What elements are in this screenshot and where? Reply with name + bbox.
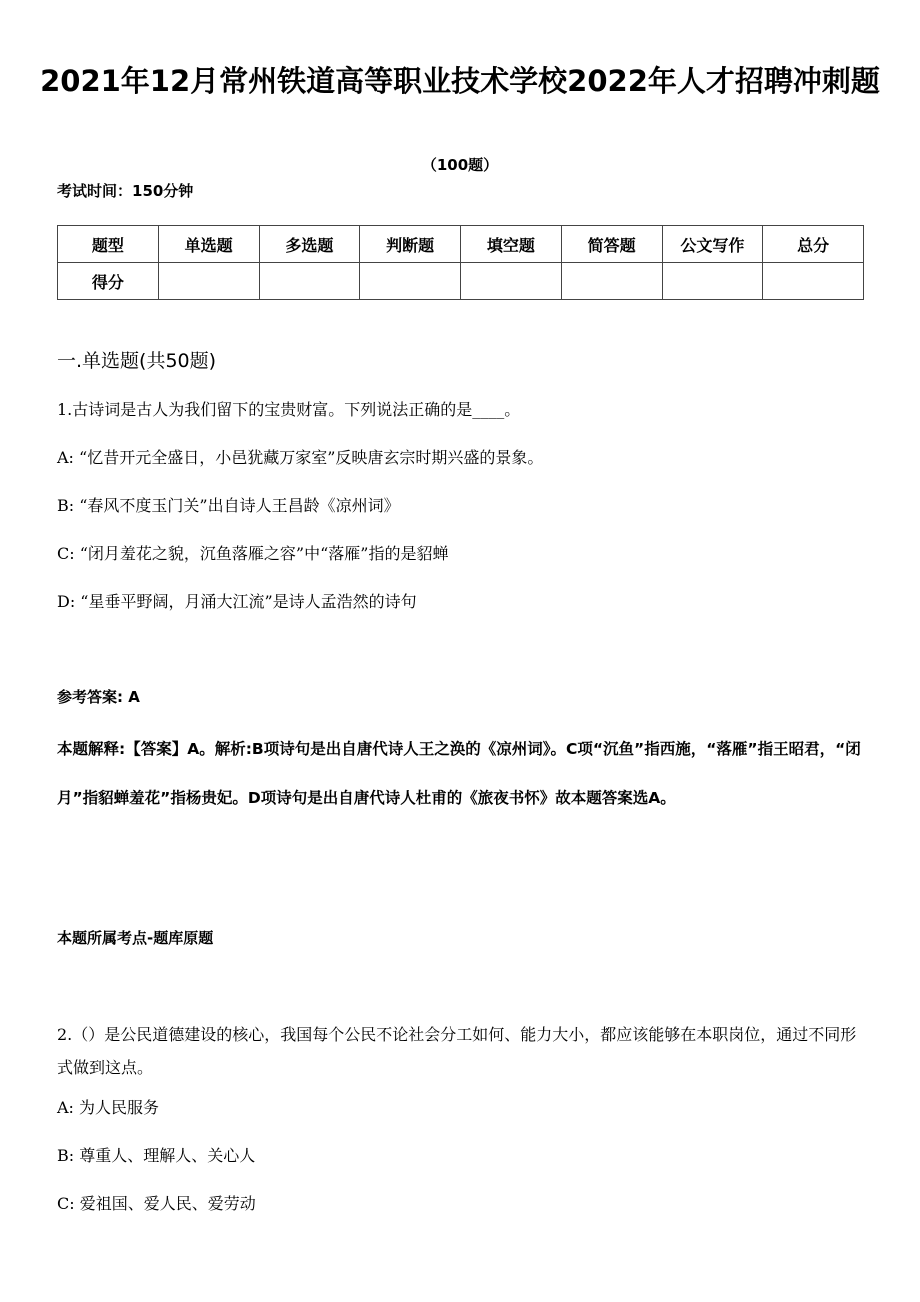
question-1-stem: 1.古诗词是古人为我们留下的宝贵财富。下列说法正确的是____。 (57, 400, 521, 419)
score-header-cell: 判断题 (360, 226, 461, 263)
score-cell (461, 263, 562, 300)
question-2-option-b: B: 尊重人、理解人、关心人 (57, 1146, 256, 1165)
score-header-cell: 单选题 (158, 226, 259, 263)
score-header-cell: 多选题 (259, 226, 360, 263)
section-heading: 一.单选题(共50题) (57, 350, 217, 372)
question-2-option-a: A: 为人民服务 (57, 1098, 160, 1117)
score-header-cell: 公文写作 (662, 226, 763, 263)
score-table-header-row (58, 226, 864, 263)
question-1-option-b: B: “春风不度玉门关”出自诗人王昌龄《凉州词》 (57, 496, 400, 515)
score-cell (662, 263, 763, 300)
question-1-option-c: C: “闭月羞花之貌，沉鱼落雁之容”中“落雁”指的是貂蝉 (57, 544, 449, 563)
question-1-topic: 本题所属考点-题库原题 (57, 929, 214, 947)
score-header-cell: 总分 (763, 226, 864, 263)
question-1-option-d: D: “星垂平野阔，月涌大江流”是诗人孟浩然的诗句 (57, 592, 417, 611)
question-2-stem: 2.（）是公民道德建设的核心，我国每个公民不论社会分工如何、能力大小，都应该能够在本职岗位，通过不同形式做到这点。 (57, 1025, 857, 1077)
page-title: 2021年12月常州铁道高等职业技术学校2022年人才招聘冲刺题 (40, 64, 880, 98)
score-row-label: 得分 (58, 263, 159, 300)
score-header-cell: 简答题 (561, 226, 662, 263)
score-cell (259, 263, 360, 300)
score-cell (360, 263, 461, 300)
score-cell (561, 263, 662, 300)
score-header-cell: 题型 (58, 226, 159, 263)
page-subtitle: （100题） (421, 156, 499, 174)
exam-time: 考试时间：150分钟 (57, 182, 194, 200)
question-1-explanation: 本题解释:【答案】A。解析:B项诗句是出自唐代诗人王之涣的《凉州词》。C项“沉鱼”指西施，“落雁”指王昭君，“闭月”指貂蝉羞花”指杨贵妃。D项诗句是出自唐代诗人杜甫的《旅夜书怀》故本题答案选A。 (57, 740, 861, 807)
question-2-option-c: C: 爱祖国、爱人民、爱劳动 (57, 1194, 256, 1213)
score-header-cell: 填空题 (461, 226, 562, 263)
question-1-answer: 参考答案: A (57, 688, 140, 706)
question-1-option-a: A: “忆昔开元全盛日，小邑犹藏万家室”反映唐玄宗时期兴盛的景象。 (57, 448, 544, 467)
score-cell (763, 263, 864, 300)
score-table (57, 225, 864, 300)
score-table-score-row (58, 263, 864, 300)
score-cell (158, 263, 259, 300)
